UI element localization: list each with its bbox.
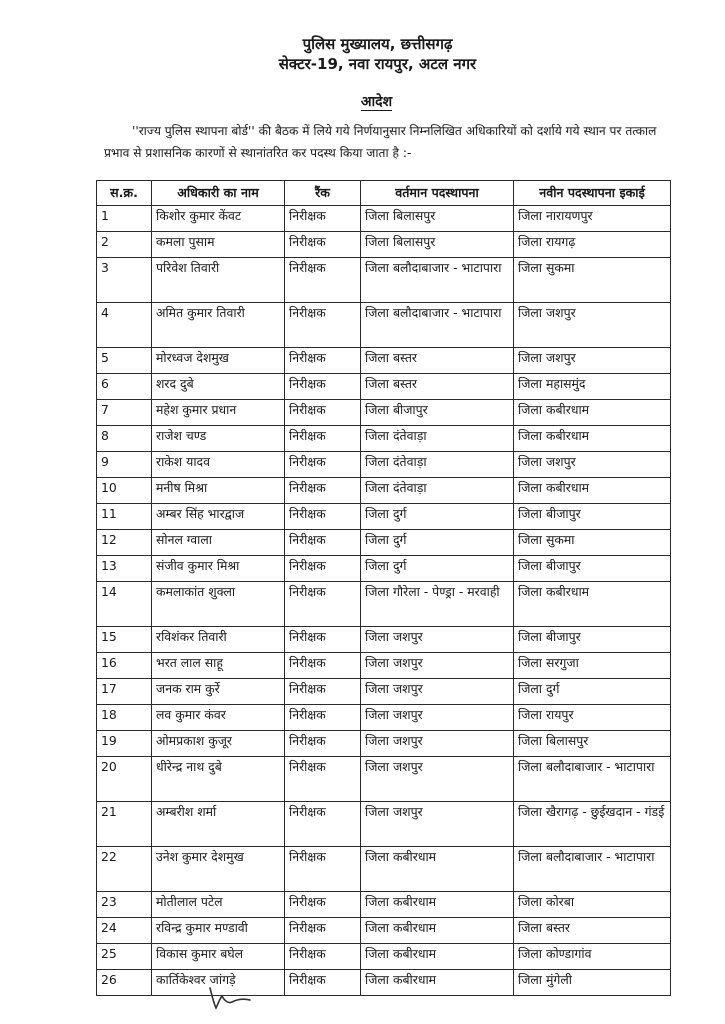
cell-current-posting: जिला कबीरधाम: [361, 918, 514, 944]
cell-officer-name: ओमप्रकाश कुजूर: [152, 731, 285, 757]
header-officer-name: अधिकारी का नाम: [152, 181, 285, 206]
table-row: [97, 944, 671, 970]
table-row: [97, 303, 671, 348]
cell-new-posting: जिला बिलासपुर: [514, 731, 671, 757]
table-row: [97, 478, 671, 504]
cell-rank: निरीक्षक: [285, 530, 361, 556]
cell-new-posting: जिला बस्तर: [514, 918, 671, 944]
cell-new-posting: जिला कोण्डागांव: [514, 944, 671, 970]
order-intro-paragraph: ''राज्य पुलिस स्थापना बोर्ड'' की बैठक में लिये गये निर्णयानुसार निम्नलिखित अधिकारियों को दर्शाये गये स्थान पर तत्काल प्रभाव से प्रशासनिक कारणों से स्थानांतरित कर पदस्थ किया जाता है :-: [104, 124, 657, 160]
cell-officer-name: कमला पुसाम: [152, 232, 285, 258]
table-row: [97, 400, 671, 426]
table-row: [97, 627, 671, 653]
cell-serial: 22: [97, 847, 152, 892]
cell-current-posting: जिला दुर्ग: [361, 530, 514, 556]
cell-officer-name: रविन्द्र कुमार मण्डावी: [152, 918, 285, 944]
cell-new-posting: जिला कबीरधाम: [514, 582, 671, 627]
cell-rank: निरीक्षक: [285, 679, 361, 705]
table-row: [97, 452, 671, 478]
cell-serial: 11: [97, 504, 152, 530]
cell-officer-name: राजेश चण्ड: [152, 426, 285, 452]
cell-current-posting: जिला बस्तर: [361, 374, 514, 400]
cell-new-posting: जिला बीजापुर: [514, 556, 671, 582]
table-row: [97, 530, 671, 556]
cell-serial: 23: [97, 892, 152, 918]
cell-officer-name: विकास कुमार बघेल: [152, 944, 285, 970]
table-row: [97, 679, 671, 705]
cell-serial: 3: [97, 258, 152, 303]
cell-new-posting: जिला कबीरधाम: [514, 478, 671, 504]
table-row: [97, 232, 671, 258]
cell-officer-name: उनेश कुमार देशमुख: [152, 847, 285, 892]
cell-current-posting: जिला जशपुर: [361, 627, 514, 653]
table-row: [97, 918, 671, 944]
cell-rank: निरीक्षक: [285, 374, 361, 400]
cell-rank: निरीक्षक: [285, 400, 361, 426]
cell-officer-name: लव कुमार कंवर: [152, 705, 285, 731]
cell-current-posting: जिला बलौदाबाजार - भाटापारा: [361, 258, 514, 303]
cell-new-posting: जिला सुकमा: [514, 530, 671, 556]
table-row: [97, 847, 671, 892]
cell-serial: 15: [97, 627, 152, 653]
cell-rank: निरीक्षक: [285, 970, 361, 996]
cell-new-posting: जिला कबीरधाम: [514, 426, 671, 452]
cell-current-posting: जिला कबीरधाम: [361, 892, 514, 918]
office-address: सेक्टर-19, नवा रायपुर, अटल नगर: [278, 55, 477, 73]
cell-serial: 2: [97, 232, 152, 258]
cell-new-posting: जिला दुर्ग: [514, 679, 671, 705]
cell-officer-name: अम्बरीश शर्मा: [152, 802, 285, 847]
cell-serial: 20: [97, 757, 152, 802]
cell-current-posting: जिला बलौदाबाजार - भाटापारा: [361, 303, 514, 348]
cell-serial: 19: [97, 731, 152, 757]
cell-rank: निरीक्षक: [285, 303, 361, 348]
cell-current-posting: जिला जशपुर: [361, 731, 514, 757]
cell-new-posting: जिला रायगढ़: [514, 232, 671, 258]
cell-current-posting: जिला जशपुर: [361, 757, 514, 802]
table-row: [97, 348, 671, 374]
header-current-posting: वर्तमान पदस्थापना: [361, 181, 514, 206]
cell-rank: निरीक्षक: [285, 627, 361, 653]
cell-officer-name: मोरध्वज देशमुख: [152, 348, 285, 374]
header-serial: स.क्र.: [97, 181, 152, 206]
cell-current-posting: जिला दंतेवाड़ा: [361, 426, 514, 452]
table-row: [97, 892, 671, 918]
cell-current-posting: जिला बिलासपुर: [361, 206, 514, 232]
cell-current-posting: जिला बिलासपुर: [361, 232, 514, 258]
cell-serial: 13: [97, 556, 152, 582]
cell-serial: 7: [97, 400, 152, 426]
cell-rank: निरीक्षक: [285, 232, 361, 258]
cell-rank: निरीक्षक: [285, 731, 361, 757]
cell-current-posting: जिला दुर्ग: [361, 504, 514, 530]
cell-serial: 8: [97, 426, 152, 452]
cell-current-posting: जिला बीजापुर: [361, 400, 514, 426]
cell-rank: निरीक्षक: [285, 847, 361, 892]
transfer-table: [96, 180, 671, 996]
table-row: [97, 258, 671, 303]
table-row: [97, 653, 671, 679]
cell-new-posting: जिला बीजापुर: [514, 504, 671, 530]
cell-rank: निरीक्षक: [285, 944, 361, 970]
cell-officer-name: सोनल ग्वाला: [152, 530, 285, 556]
table-row: [97, 802, 671, 847]
letterhead: [0, 34, 725, 74]
cell-serial: 24: [97, 918, 152, 944]
cell-serial: 26: [97, 970, 152, 996]
cell-officer-name: महेश कुमार प्रधान: [152, 400, 285, 426]
cell-current-posting: जिला बस्तर: [361, 348, 514, 374]
cell-rank: निरीक्षक: [285, 478, 361, 504]
cell-rank: निरीक्षक: [285, 452, 361, 478]
table-row: [97, 206, 671, 232]
cell-serial: 5: [97, 348, 152, 374]
cell-new-posting: जिला कोरबा: [514, 892, 671, 918]
cell-officer-name: कार्तिकेश्वर जांगड़े: [152, 970, 285, 996]
cell-rank: निरीक्षक: [285, 258, 361, 303]
cell-current-posting: जिला कबीरधाम: [361, 944, 514, 970]
cell-new-posting: जिला सरगुजा: [514, 653, 671, 679]
cell-serial: 18: [97, 705, 152, 731]
cell-officer-name: मनीष मिश्रा: [152, 478, 285, 504]
cell-rank: निरीक्षक: [285, 757, 361, 802]
table-row: [97, 705, 671, 731]
signature-icon: [206, 982, 266, 1016]
cell-officer-name: शरद दुबे: [152, 374, 285, 400]
cell-serial: 6: [97, 374, 152, 400]
cell-current-posting: जिला जशपुर: [361, 802, 514, 847]
cell-serial: 25: [97, 944, 152, 970]
cell-rank: निरीक्षक: [285, 918, 361, 944]
cell-serial: 9: [97, 452, 152, 478]
cell-officer-name: संजीव कुमार मिश्रा: [152, 556, 285, 582]
cell-officer-name: मोतीलाल पटेल: [152, 892, 285, 918]
cell-officer-name: राकेश यादव: [152, 452, 285, 478]
cell-serial: 4: [97, 303, 152, 348]
cell-serial: 21: [97, 802, 152, 847]
cell-current-posting: जिला कबीरधाम: [361, 970, 514, 996]
cell-rank: निरीक्षक: [285, 582, 361, 627]
cell-current-posting: जिला जशपुर: [361, 653, 514, 679]
cell-current-posting: जिला गौरेला - पेण्ड्रा - मरवाही: [361, 582, 514, 627]
cell-new-posting: जिला खैरागढ़ - छुईखदान - गंडई: [514, 802, 671, 847]
cell-new-posting: जिला जशपुर: [514, 348, 671, 374]
table-row: [97, 556, 671, 582]
cell-current-posting: जिला दुर्ग: [361, 556, 514, 582]
cell-serial: 16: [97, 653, 152, 679]
table-row: [97, 757, 671, 802]
cell-officer-name: कमलाकांत शुक्ला: [152, 582, 285, 627]
cell-rank: निरीक्षक: [285, 504, 361, 530]
cell-current-posting: जिला दंतेवाड़ा: [361, 478, 514, 504]
table-row: [97, 426, 671, 452]
cell-serial: 17: [97, 679, 152, 705]
cell-serial: 14: [97, 582, 152, 627]
cell-officer-name: परिवेश तिवारी: [152, 258, 285, 303]
cell-rank: निरीक्षक: [285, 705, 361, 731]
cell-serial: 12: [97, 530, 152, 556]
cell-officer-name: भरत लाल साहू: [152, 653, 285, 679]
cell-new-posting: जिला जशपुर: [514, 452, 671, 478]
cell-new-posting: जिला नारायणपुर: [514, 206, 671, 232]
table-row: [97, 504, 671, 530]
header-new-posting: नवीन पदस्थापना इकाई: [514, 181, 671, 206]
cell-new-posting: जिला मुंगेली: [514, 970, 671, 996]
cell-new-posting: जिला कबीरधाम: [514, 400, 671, 426]
cell-rank: निरीक्षक: [285, 892, 361, 918]
cell-current-posting: जिला दंतेवाड़ा: [361, 452, 514, 478]
table-row: [97, 731, 671, 757]
cell-new-posting: जिला महासमुंद: [514, 374, 671, 400]
cell-serial: 1: [97, 206, 152, 232]
cell-rank: निरीक्षक: [285, 206, 361, 232]
cell-current-posting: जिला कबीरधाम: [361, 847, 514, 892]
cell-new-posting: जिला सुकमा: [514, 258, 671, 303]
cell-new-posting: जिला जशपुर: [514, 303, 671, 348]
order-title-text: आदेश: [360, 94, 393, 110]
cell-rank: निरीक्षक: [285, 653, 361, 679]
cell-current-posting: जिला जशपुर: [361, 705, 514, 731]
header-rank: रैंक: [285, 181, 361, 206]
cell-new-posting: जिला रायपुर: [514, 705, 671, 731]
table-body: [97, 206, 671, 996]
cell-officer-name: अम्बर सिंह भारद्वाज: [152, 504, 285, 530]
cell-officer-name: किशोर कुमार केंवट: [152, 206, 285, 232]
order-title: [0, 92, 725, 111]
table-header-row: [97, 181, 671, 206]
cell-rank: निरीक्षक: [285, 556, 361, 582]
cell-new-posting: जिला बलौदाबाजार - भाटापारा: [514, 847, 671, 892]
cell-serial: 10: [97, 478, 152, 504]
cell-rank: निरीक्षक: [285, 348, 361, 374]
cell-current-posting: जिला जशपुर: [361, 679, 514, 705]
table-row: [97, 970, 671, 996]
cell-officer-name: अमित कुमार तिवारी: [152, 303, 285, 348]
cell-officer-name: रविशंकर तिवारी: [152, 627, 285, 653]
table-row: [97, 582, 671, 627]
cell-officer-name: धीरेन्द्र नाथ दुबे: [152, 757, 285, 802]
cell-rank: निरीक्षक: [285, 802, 361, 847]
office-name: पुलिस मुख्यालय, छत्तीसगढ़: [302, 35, 453, 53]
cell-rank: निरीक्षक: [285, 426, 361, 452]
table-row: [97, 374, 671, 400]
cell-new-posting: जिला बलौदाबाजार - भाटापारा: [514, 757, 671, 802]
cell-new-posting: जिला बीजापुर: [514, 627, 671, 653]
cell-officer-name: जनक राम कुर्रे: [152, 679, 285, 705]
